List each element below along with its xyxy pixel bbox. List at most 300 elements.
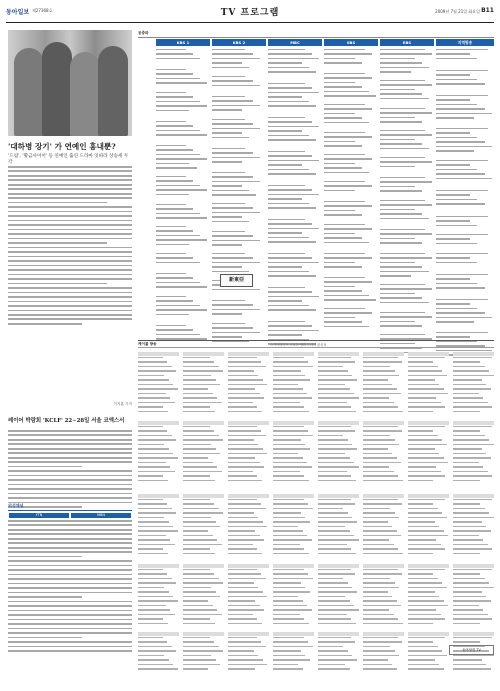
schedule-cell — [212, 148, 266, 166]
text-line — [183, 582, 223, 583]
text-line — [273, 548, 304, 549]
text-line — [318, 406, 351, 407]
cable-channel-block — [228, 421, 269, 484]
text-line — [183, 375, 211, 376]
text-line — [408, 439, 442, 440]
text-line — [228, 605, 260, 606]
text-line — [273, 430, 308, 431]
text-line — [138, 388, 178, 389]
text-line — [363, 618, 398, 619]
text-line — [70, 269, 132, 271]
text-line — [183, 370, 223, 371]
text-line — [8, 475, 132, 477]
text-line — [228, 587, 258, 588]
text-line — [318, 388, 350, 389]
text-line — [318, 587, 352, 588]
text-line — [408, 444, 447, 445]
text-line — [453, 406, 492, 407]
schedule-cell — [212, 203, 266, 225]
cable-channel-header — [318, 632, 359, 636]
text-line — [183, 544, 222, 545]
text-line — [318, 411, 356, 412]
grid-label: 공중파 — [138, 31, 149, 35]
text-line — [318, 544, 347, 545]
text-line — [453, 411, 480, 412]
text-line — [8, 305, 132, 307]
channel-ebs: EBS — [380, 39, 434, 46]
cable-channel-header — [183, 494, 224, 498]
text-line — [138, 402, 175, 403]
text-line — [363, 361, 402, 362]
schedule-cell — [380, 312, 434, 330]
text-line — [138, 600, 178, 601]
schedule-cell — [324, 224, 378, 246]
text-line — [183, 357, 210, 358]
text-line — [363, 521, 388, 522]
channel-mbc: MBC — [268, 39, 322, 46]
text-line — [138, 457, 178, 458]
text-line — [318, 430, 355, 431]
text-line — [183, 462, 213, 463]
text-line — [138, 357, 163, 358]
text-line — [183, 637, 210, 638]
text-line — [138, 641, 167, 642]
cable-channel-header — [183, 564, 224, 568]
article-headline: '대하병 장기' 가 연예인 홍내뿐? — [8, 142, 116, 151]
text-line — [70, 197, 132, 199]
cable-channel-block — [318, 564, 359, 627]
text-line — [8, 318, 132, 320]
text-line — [70, 274, 132, 276]
text-line — [228, 650, 254, 651]
text-line — [408, 646, 438, 647]
text-line — [8, 538, 132, 540]
text-line — [363, 397, 389, 398]
text-line — [8, 628, 132, 630]
cable-band — [138, 340, 494, 348]
text-line — [453, 535, 479, 536]
text-line — [453, 553, 480, 554]
cable-channel-header — [273, 632, 314, 636]
cable-channel-header — [408, 564, 449, 568]
cable-channel-block — [273, 352, 314, 415]
text-line — [363, 475, 398, 476]
text-line — [318, 526, 345, 527]
text-line — [363, 573, 402, 574]
text-line — [318, 357, 351, 358]
text-line — [138, 623, 168, 624]
text-line — [453, 591, 482, 592]
text-line — [363, 457, 397, 458]
schedule-cell — [156, 296, 210, 318]
text-line — [8, 443, 132, 445]
text-line — [70, 256, 132, 258]
text-line — [408, 530, 444, 531]
text-line — [318, 462, 354, 463]
text-line — [183, 578, 219, 579]
text-line — [8, 470, 132, 472]
text-line — [228, 596, 267, 597]
text-line — [228, 591, 263, 592]
text-line — [183, 650, 223, 651]
text-line — [228, 439, 254, 440]
schedule-cell — [268, 117, 322, 144]
text-line — [8, 520, 132, 522]
text-line — [8, 533, 132, 535]
schedule-cell — [436, 234, 494, 247]
text-line — [228, 444, 258, 445]
text-line — [453, 569, 492, 570]
text-line — [363, 641, 402, 642]
schedule-cell — [156, 204, 210, 222]
text-line — [408, 357, 445, 358]
text-line — [8, 641, 132, 643]
schedule-cell — [324, 201, 378, 219]
text-line — [183, 406, 210, 407]
text-line — [408, 480, 433, 481]
cable-channel-header — [363, 632, 404, 636]
cable-channel-header — [228, 494, 269, 498]
cable-channel-block — [183, 632, 224, 673]
text-line — [318, 614, 347, 615]
cable-channel-header — [363, 421, 404, 425]
text-line — [138, 397, 170, 398]
cable-channel-header — [273, 352, 314, 356]
text-line — [363, 517, 399, 518]
cable-channel-block — [318, 421, 359, 484]
text-line — [183, 508, 219, 509]
text-line — [453, 499, 492, 500]
cable-channel-block — [138, 632, 179, 673]
schedule-cell — [324, 154, 378, 176]
text-line — [70, 247, 132, 249]
text-line — [363, 548, 398, 549]
text-line — [408, 508, 438, 509]
text-line — [183, 530, 208, 531]
text-line — [273, 499, 304, 500]
text-line — [408, 503, 433, 504]
cable-channel-block — [363, 564, 404, 627]
text-line — [453, 641, 480, 642]
text-line — [138, 618, 163, 619]
text-line — [453, 596, 486, 597]
text-line — [408, 596, 439, 597]
text-line — [183, 430, 214, 431]
text-line — [228, 623, 262, 624]
text-line — [453, 388, 491, 389]
text-line — [8, 632, 132, 634]
text-line — [408, 623, 433, 624]
text-line — [363, 435, 390, 436]
text-line — [273, 402, 300, 403]
text-line — [363, 388, 397, 389]
text-line — [183, 600, 208, 601]
text-line — [8, 587, 132, 589]
text-line — [138, 471, 175, 472]
article-byline: 이지훈 기자 — [113, 402, 132, 406]
text-line — [183, 618, 210, 619]
text-line — [138, 664, 173, 665]
text-line — [453, 539, 483, 540]
text-line — [138, 526, 173, 527]
text-line — [8, 310, 132, 312]
text-line — [138, 503, 167, 504]
text-line — [228, 512, 254, 513]
text-line — [453, 393, 479, 394]
cable-channel-block — [363, 352, 404, 415]
text-line — [138, 591, 169, 592]
article-body-right — [70, 166, 132, 305]
text-line — [318, 457, 350, 458]
text-line — [453, 402, 488, 403]
text-line — [453, 384, 486, 385]
text-line — [318, 659, 357, 660]
text-line — [183, 379, 216, 380]
text-line — [318, 655, 352, 656]
text-line — [453, 573, 480, 574]
text-line — [138, 453, 173, 454]
schedule-cell — [156, 253, 210, 266]
cable-channel-block — [183, 494, 224, 557]
text-line — [363, 623, 403, 624]
text-line — [228, 659, 263, 660]
text-line — [183, 384, 220, 385]
cable-channel-header — [138, 352, 179, 356]
schedule-cell — [324, 49, 378, 67]
text-line — [228, 614, 253, 615]
text-line — [138, 379, 169, 380]
text-line — [408, 475, 445, 476]
text-line — [8, 524, 132, 526]
text-line — [228, 526, 267, 527]
text-line — [228, 361, 261, 362]
text-line — [138, 605, 166, 606]
text-line — [408, 605, 448, 606]
text-line — [70, 238, 132, 240]
text-line — [408, 453, 439, 454]
text-line — [138, 582, 176, 583]
text-line — [138, 466, 170, 467]
text-line — [183, 609, 217, 610]
text-line — [183, 646, 219, 647]
text-line — [70, 296, 132, 298]
text-line — [273, 530, 303, 531]
text-line — [70, 188, 132, 190]
text-line — [183, 499, 210, 500]
text-line — [273, 544, 300, 545]
text-line — [408, 375, 447, 376]
text-line — [183, 453, 220, 454]
text-line — [273, 435, 313, 436]
text-line — [408, 426, 445, 427]
text-line — [408, 466, 436, 467]
text-line — [408, 517, 447, 518]
text-line — [363, 526, 392, 527]
schedule-cell — [324, 308, 378, 330]
text-line — [228, 569, 257, 570]
schedule-cell — [380, 80, 434, 102]
cable-channel-block — [318, 494, 359, 557]
cable-channel-header — [138, 494, 179, 498]
text-line — [138, 637, 163, 638]
text-line — [138, 530, 178, 531]
text-line — [183, 587, 211, 588]
text-line — [183, 521, 216, 522]
issue-date: 2009년 7월 21일 화요일 — [435, 9, 480, 14]
text-line — [138, 539, 170, 540]
text-line — [228, 357, 257, 358]
schedule-cell — [324, 181, 378, 194]
text-line — [228, 388, 255, 389]
text-line — [8, 601, 132, 603]
text-line — [273, 471, 300, 472]
text-line — [70, 233, 132, 235]
footer-ad: 동아닷컴 TV — [449, 645, 494, 655]
text-line — [138, 646, 172, 647]
text-line — [8, 448, 132, 450]
text-line — [453, 453, 486, 454]
text-line — [318, 512, 348, 513]
text-line — [408, 600, 444, 601]
text-line — [363, 439, 395, 440]
cable-channel-block — [363, 632, 404, 673]
cable-channel-header — [453, 564, 494, 568]
text-line — [318, 397, 359, 398]
satellite-listing — [8, 520, 132, 652]
text-line — [453, 637, 492, 638]
text-line — [408, 569, 445, 570]
text-line — [273, 361, 308, 362]
text-line — [363, 596, 392, 597]
text-line — [363, 462, 401, 463]
text-line — [453, 618, 492, 619]
text-line — [453, 605, 479, 606]
text-line — [138, 548, 163, 549]
text-line — [70, 220, 132, 222]
text-line — [273, 623, 309, 624]
text-line — [228, 664, 267, 665]
text-line — [8, 542, 132, 544]
text-line — [273, 512, 301, 513]
text-line — [453, 430, 480, 431]
satellite-box-title: 위성채널 — [8, 503, 132, 511]
text-line — [363, 508, 390, 509]
text-line — [70, 224, 132, 226]
text-line — [8, 479, 132, 481]
text-line — [363, 471, 394, 472]
text-line — [8, 323, 82, 325]
text-line — [453, 623, 480, 624]
text-line — [318, 668, 350, 669]
text-line — [453, 600, 491, 601]
cable-channel-header — [228, 352, 269, 356]
schedule-cell — [436, 95, 494, 122]
cable-channel-header — [453, 352, 494, 356]
channel-kbs1: KBS 1 — [156, 39, 210, 46]
text-line — [273, 393, 307, 394]
text-line — [228, 517, 258, 518]
text-line — [363, 544, 394, 545]
text-line — [8, 596, 82, 598]
text-line — [228, 655, 258, 656]
text-line — [408, 388, 444, 389]
schedule-cell — [436, 160, 494, 182]
text-line — [138, 375, 164, 376]
text-line — [273, 535, 307, 536]
text-line — [273, 475, 304, 476]
text-line — [273, 357, 304, 358]
text-line — [273, 366, 313, 367]
text-line — [138, 512, 176, 513]
text-line — [183, 535, 213, 536]
text-line — [8, 493, 132, 495]
text-line — [318, 508, 343, 509]
text-line — [408, 521, 435, 522]
text-line — [318, 623, 356, 624]
text-line — [453, 466, 483, 467]
text-line — [138, 609, 170, 610]
text-line — [228, 411, 262, 412]
cable-channel-block — [183, 421, 224, 484]
text-line — [183, 605, 213, 606]
article-subhead: '드림', '황금사이어' 등 연예인 출연 드라마 잇따라 상승세 두각 — [8, 154, 129, 165]
cable-channel-header — [408, 421, 449, 425]
cable-channel-header — [183, 632, 224, 636]
cable-channel-block — [318, 352, 359, 415]
text-line — [183, 623, 215, 624]
text-line — [228, 393, 260, 394]
text-line — [138, 384, 173, 385]
text-line — [228, 668, 255, 669]
text-line — [183, 411, 215, 412]
text-line — [8, 623, 132, 625]
text-line — [318, 503, 355, 504]
text-line — [318, 499, 351, 500]
text-line — [453, 548, 492, 549]
text-line — [228, 582, 254, 583]
cable-channel-header — [273, 564, 314, 568]
text-line — [138, 655, 164, 656]
schedule-cell — [268, 253, 322, 280]
text-line — [318, 402, 347, 403]
schedule-cell — [212, 300, 266, 318]
text-line — [70, 292, 132, 294]
text-line — [273, 659, 310, 660]
text-line — [453, 655, 494, 656]
text-line — [183, 480, 215, 481]
text-line — [408, 539, 436, 540]
text-line — [8, 439, 132, 441]
text-line — [318, 650, 348, 651]
text-line — [363, 453, 392, 454]
text-line — [70, 242, 107, 244]
page-title: TV 프로그램 — [220, 8, 280, 18]
text-line — [273, 539, 312, 540]
text-line — [183, 439, 223, 440]
text-line — [318, 466, 359, 467]
text-line — [183, 512, 223, 513]
text-line — [318, 539, 359, 540]
text-line — [228, 539, 264, 540]
text-line — [183, 517, 211, 518]
text-line — [363, 411, 403, 412]
text-line — [138, 435, 172, 436]
text-line — [273, 426, 304, 427]
text-line — [273, 609, 312, 610]
text-line — [228, 430, 261, 431]
text-line — [408, 614, 441, 615]
text-line — [273, 641, 308, 642]
